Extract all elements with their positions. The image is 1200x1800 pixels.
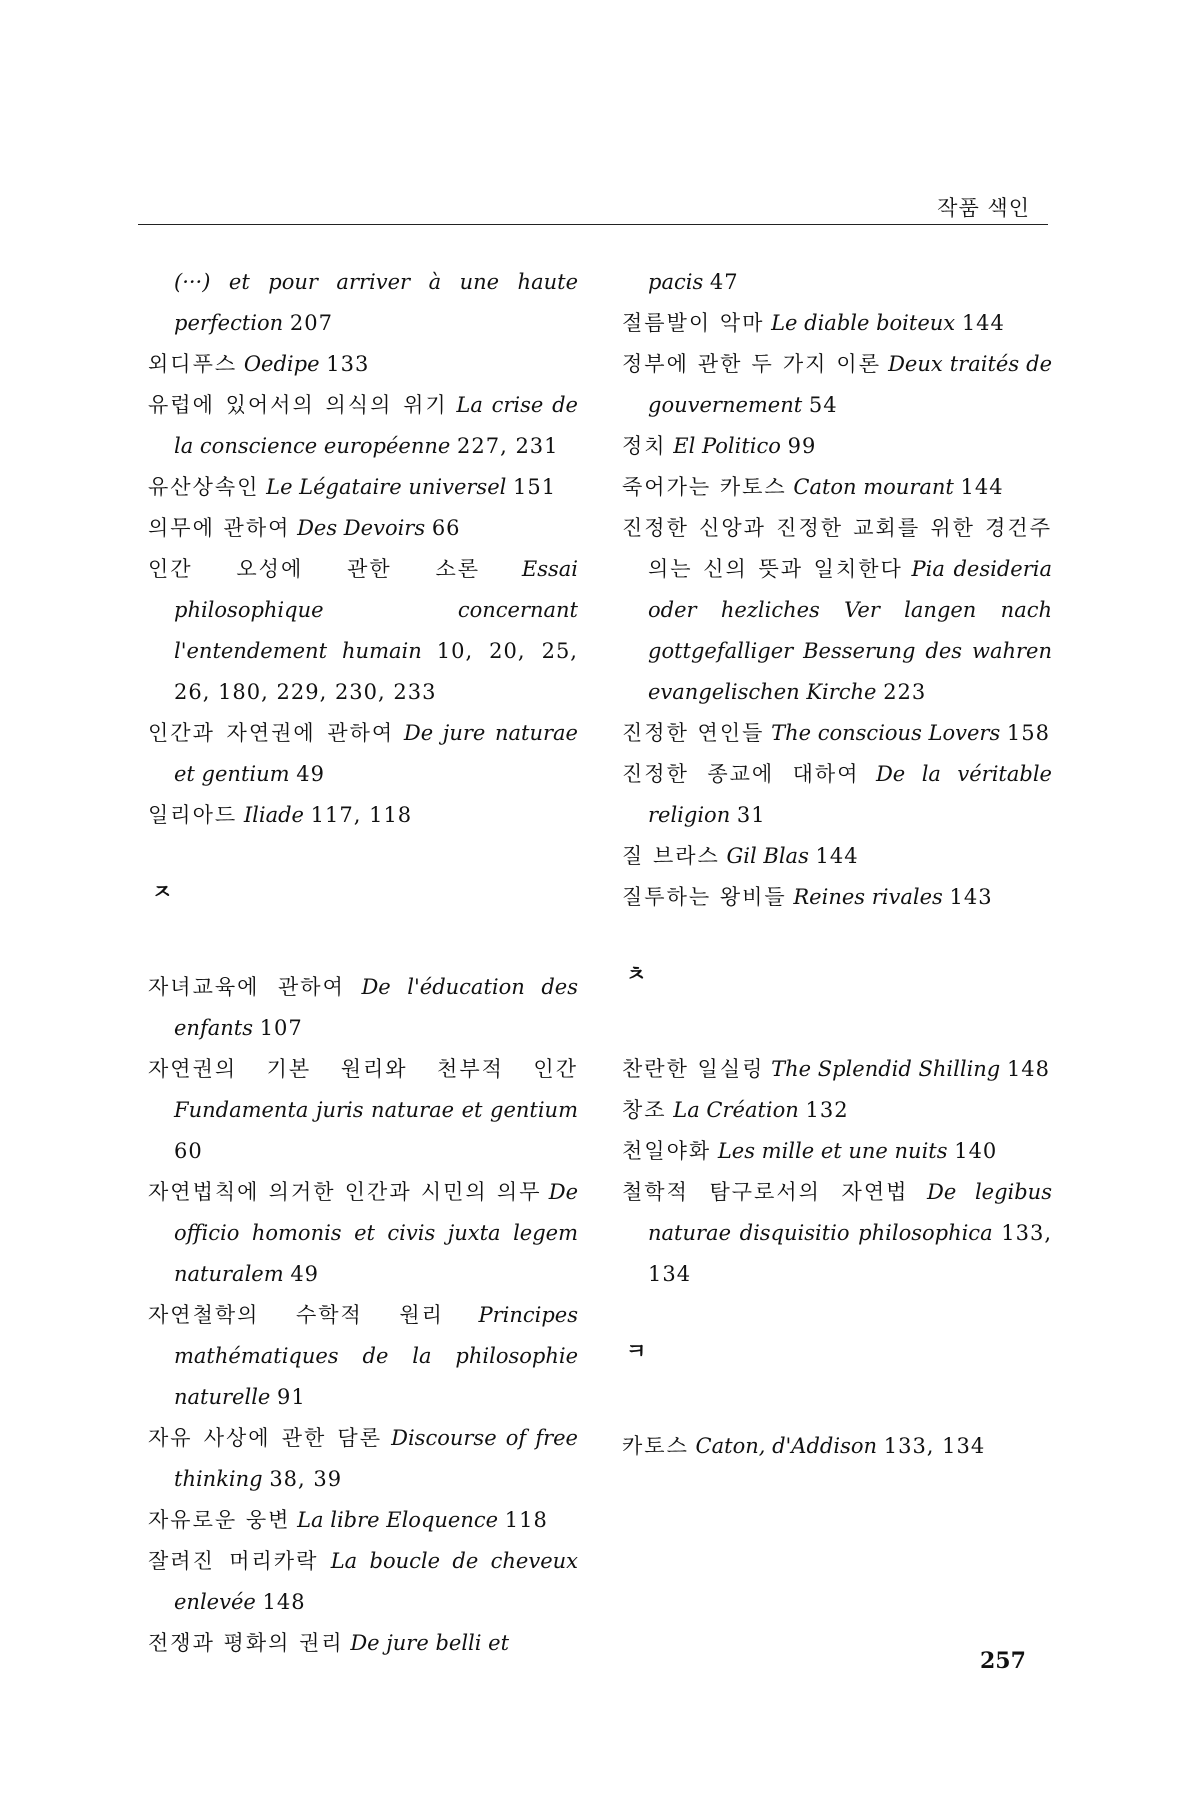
original-title: Caton mourant (793, 475, 954, 499)
page-reference: 10, 20, 25, 26, 180, 229, 230, 233 (174, 639, 578, 704)
original-title: Reines rivales (793, 885, 943, 909)
page-reference: 49 (296, 762, 325, 786)
korean-title: 절름발이 악마 (622, 311, 765, 335)
original-title: De legibus naturae disquisitio philosophica (648, 1180, 1052, 1245)
index-entry (148, 549, 578, 713)
page-reference: 133, 134 (883, 1434, 986, 1458)
index-entry (622, 508, 1052, 713)
index-entry (148, 1049, 578, 1172)
page-reference: 54 (808, 393, 838, 417)
page-reference: 99 (787, 434, 817, 458)
index-entry (148, 1295, 578, 1418)
index-entry (622, 1426, 1052, 1467)
page-reference: 148 (1006, 1057, 1051, 1081)
page-reference: 227, 231 (457, 434, 559, 458)
korean-title: 잘려진 머리카락 (148, 1549, 319, 1573)
original-title: La boucle de cheveux enlevée (174, 1549, 578, 1614)
index-column-right (622, 262, 1052, 1467)
page-reference: 107 (259, 1016, 303, 1040)
page-reference: 148 (262, 1590, 306, 1614)
index-entry (148, 1623, 578, 1664)
index-entry (622, 303, 1052, 344)
page-reference: 158 (1006, 721, 1051, 745)
page-reference: 223 (883, 680, 927, 704)
korean-title: 인간 오성에 관한 소론 (148, 557, 481, 581)
korean-title: 유산상속인 (148, 475, 260, 499)
korean-title: 카토스 (622, 1434, 689, 1458)
korean-title: 죽어가는 카토스 (622, 475, 787, 499)
page-reference: 207 (289, 311, 333, 335)
korean-title: 진정한 종교에 대하여 (622, 762, 860, 786)
running-head-title: 작품 색인 (937, 196, 1030, 220)
original-title: La Création (673, 1098, 799, 1122)
page-reference: 60 (174, 1139, 203, 1163)
korean-title: 자유로운 웅변 (148, 1508, 291, 1532)
original-title: Fundamenta juris naturae et gentium (174, 1098, 578, 1122)
page-reference: 118 (504, 1508, 548, 1532)
page-reference: 144 (961, 311, 1005, 335)
korean-title: 외디푸스 (148, 352, 238, 376)
original-title: Iliade (243, 803, 304, 827)
original-title: pacis (648, 270, 704, 294)
korean-title: 질투하는 왕비들 (622, 885, 787, 909)
original-title: Discourse of free thinking (174, 1426, 578, 1491)
index-section-letter: ㅊ (626, 962, 647, 986)
index-entry (148, 508, 578, 549)
index-entry (622, 262, 1052, 303)
korean-title: 진정한 신앙과 진정한 교회를 위한 경건주의는 신의 뜻과 일치한다 (622, 516, 1052, 581)
page-reference: 133 (326, 352, 370, 376)
index-entry (622, 467, 1052, 508)
running-head (138, 188, 1048, 225)
korean-title: 자녀교육에 관하여 (148, 975, 345, 999)
index-entry (148, 467, 578, 508)
original-title: La crise de la conscience européenne (174, 393, 578, 458)
original-title: Caton, d'Addison (695, 1434, 878, 1458)
index-entry (622, 836, 1052, 877)
original-title: El Politico (673, 434, 781, 458)
original-title: Le diable boiteux (771, 311, 956, 335)
index-section-letter: ㅋ (626, 1339, 647, 1363)
original-title: Le Légataire universel (266, 475, 507, 499)
korean-title: 진정한 연인들 (622, 721, 765, 745)
korean-title: 정치 (622, 434, 667, 458)
korean-title: 자연권의 기본 원리와 천부적 인간 (148, 1057, 578, 1081)
page-number: 257 (980, 1648, 1026, 1674)
original-title: De jure belli et (350, 1631, 510, 1655)
index-entry (148, 795, 578, 836)
original-title: (···) et pour arriver à une haute perfection (174, 270, 578, 335)
original-title: De officio homonis et civis juxta legem naturalem (174, 1180, 578, 1286)
korean-title: 천일야화 (622, 1139, 712, 1163)
index-entry (622, 1172, 1052, 1295)
index-entry (148, 1172, 578, 1295)
page-reference: 38, 39 (269, 1467, 343, 1491)
original-title: The conscious Lovers (771, 721, 1001, 745)
korean-title: 유럽에 있어서의 의식의 위기 (148, 393, 448, 417)
page-reference: 132 (805, 1098, 849, 1122)
original-title: Pia desideria oder hezliches Ver langen nach gottgefalliger Besserung des wahren evangelischen Kirche (648, 557, 1052, 704)
korean-title: 질 브라스 (622, 844, 720, 868)
original-title: Des Devoirs (297, 516, 426, 540)
original-title: Les mille et une nuits (717, 1139, 948, 1163)
index-entry (148, 262, 578, 344)
korean-title: 전쟁과 평화의 권리 (148, 1631, 344, 1655)
original-title: Deux traités de gouvernement (648, 352, 1052, 417)
index-entry (622, 713, 1052, 754)
korean-title: 철학적 탐구로서의 자연법 (622, 1180, 909, 1204)
original-title: De jure naturae et gentium (174, 721, 578, 786)
korean-title: 자유 사상에 관한 담론 (148, 1426, 382, 1450)
page-reference: 133, 134 (648, 1221, 1052, 1286)
index-entry (622, 1131, 1052, 1172)
index-entry (622, 426, 1052, 467)
page-reference: 151 (513, 475, 557, 499)
korean-title: 창조 (622, 1098, 667, 1122)
original-title: The Splendid Shilling (771, 1057, 1001, 1081)
index-entry (148, 1541, 578, 1623)
page-reference: 91 (277, 1385, 306, 1409)
page-reference: 117, 118 (310, 803, 413, 827)
index-entry (148, 1500, 578, 1541)
original-title: Gil Blas (726, 844, 809, 868)
index-section-letter: ㅈ (152, 880, 173, 904)
original-title: Oedipe (243, 352, 320, 376)
index-entry (148, 344, 578, 385)
index-entry (148, 713, 578, 795)
page-reference: 144 (815, 844, 859, 868)
original-title: La libre Eloquence (297, 1508, 499, 1532)
index-entry (148, 967, 578, 1049)
index-entry (622, 754, 1052, 836)
original-title: De la véritable religion (648, 762, 1052, 827)
original-title: De l'éducation des enfants (174, 975, 578, 1040)
original-title: Essai philosophique concernant l'entendement humain (174, 557, 578, 663)
korean-title: 의무에 관하여 (148, 516, 291, 540)
index-entry (148, 385, 578, 467)
index-entry (622, 1049, 1052, 1090)
korean-title: 찬란한 일실링 (622, 1057, 765, 1081)
korean-title: 일리아드 (148, 803, 238, 827)
korean-title: 자연법칙에 의거한 인간과 시민의 의무 (148, 1180, 542, 1204)
page-reference: 144 (960, 475, 1004, 499)
page-reference: 140 (954, 1139, 998, 1163)
page-reference: 47 (709, 270, 739, 294)
page-reference: 31 (736, 803, 766, 827)
index-column-left (148, 262, 578, 1664)
korean-title: 자연철학의 수학적 원리 (148, 1303, 444, 1327)
index-entry (622, 877, 1052, 918)
index-entry (622, 344, 1052, 426)
page-reference: 66 (431, 516, 461, 540)
korean-title: 정부에 관한 두 가지 이론 (622, 352, 882, 376)
page-reference: 143 (949, 885, 993, 909)
korean-title: 인간과 자연권에 관하여 (148, 721, 395, 745)
index-entry (148, 1418, 578, 1500)
page-reference: 49 (290, 1262, 320, 1286)
index-entry (622, 1090, 1052, 1131)
original-title: Principes mathématiques de la philosophie naturelle (174, 1303, 578, 1409)
